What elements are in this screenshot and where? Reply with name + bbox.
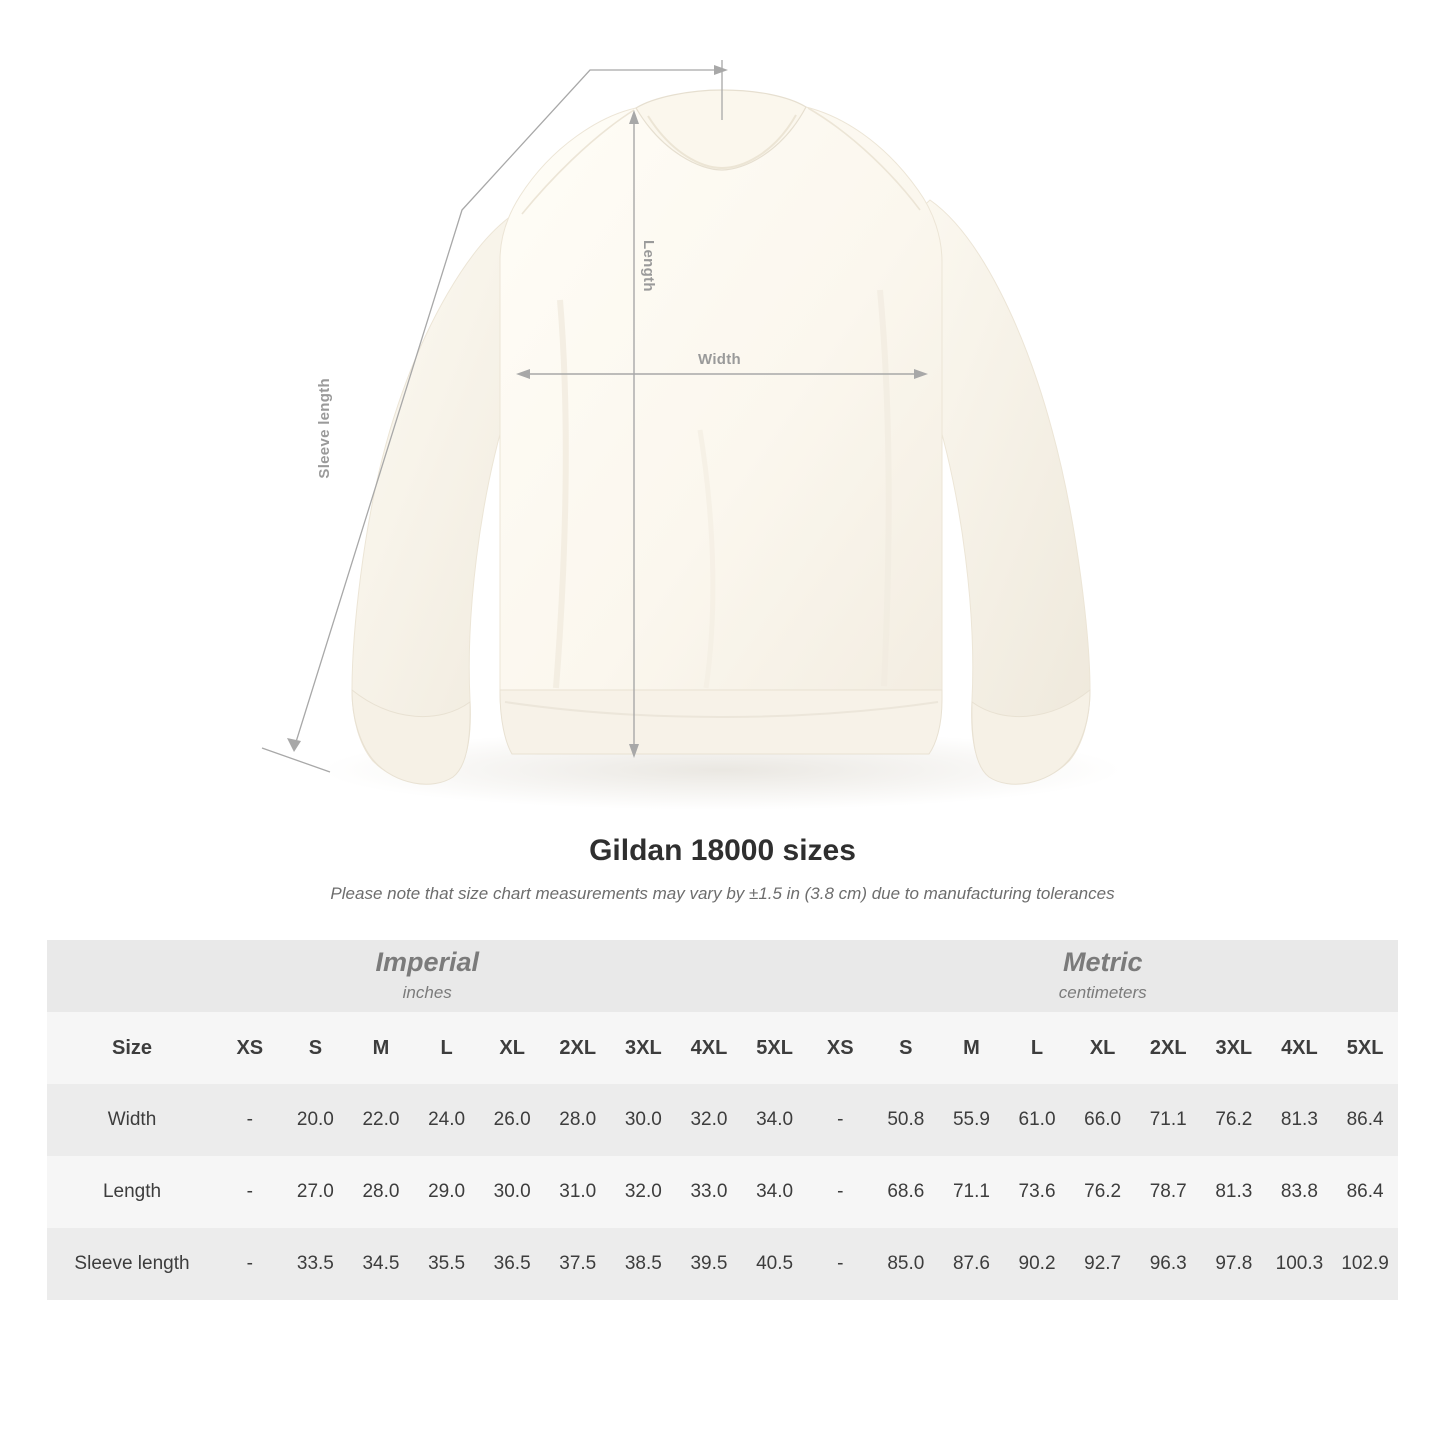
cell-width-met-l: 61.0 [1004,1084,1070,1156]
cell-sleeve-imp-4xl: 39.5 [676,1228,742,1300]
cell-length-imp-5xl: 34.0 [742,1156,808,1228]
cell-sleeve-met-xs: - [807,1228,873,1300]
unit-imperial-sub: inches [402,983,452,1003]
cell-length-met-s: 68.6 [873,1156,939,1228]
cell-width-met-3xl: 76.2 [1201,1084,1267,1156]
cell-sleeve-met-4xl: 100.3 [1267,1228,1333,1300]
cell-width-met-xs: - [807,1084,873,1156]
cell-width-imp-s: 20.0 [283,1084,349,1156]
cell-width-met-5xl: 86.4 [1332,1084,1398,1156]
size-imperial-4xl: 4XL [676,1012,742,1084]
cell-sleeve-met-l: 90.2 [1004,1228,1070,1300]
cell-length-met-xl: 76.2 [1070,1156,1136,1228]
size-table-wrapper [47,940,1398,1300]
cell-width-imp-m: 22.0 [348,1084,414,1156]
cell-width-met-xl: 66.0 [1070,1084,1136,1156]
cell-width-imp-xs: - [217,1084,283,1156]
cell-sleeve-imp-xl: 36.5 [479,1228,545,1300]
cell-sleeve-imp-m: 34.5 [348,1228,414,1300]
cell-width-imp-4xl: 32.0 [676,1084,742,1156]
size-imperial-l: L [414,1012,480,1084]
cell-sleeve-imp-l: 35.5 [414,1228,480,1300]
cell-sleeve-met-xl: 92.7 [1070,1228,1136,1300]
cell-sleeve-met-m: 87.6 [939,1228,1005,1300]
unit-imperial-name: Imperial [375,946,479,977]
size-metric-3xl: 3XL [1201,1012,1267,1084]
length-dimension-label: Length [640,240,657,292]
size-imperial-xs: XS [217,1012,283,1084]
unit-metric-sub: centimeters [1058,983,1147,1003]
cell-length-met-4xl: 83.8 [1267,1156,1333,1228]
row-label-length: Length [47,1156,217,1228]
cell-sleeve-imp-5xl: 40.5 [742,1228,808,1300]
size-metric-m: M [939,1012,1005,1084]
cell-sleeve-imp-3xl: 38.5 [611,1228,677,1300]
cell-width-met-4xl: 81.3 [1267,1084,1333,1156]
cell-width-met-m: 55.9 [939,1084,1005,1156]
size-imperial-3xl: 3XL [611,1012,677,1084]
unit-header-row [47,940,1398,1012]
size-header-row [47,1012,1398,1084]
cell-length-met-l: 73.6 [1004,1156,1070,1228]
size-imperial-2xl: 2XL [545,1012,611,1084]
cell-length-imp-4xl: 33.0 [676,1156,742,1228]
cell-length-met-5xl: 86.4 [1332,1156,1398,1228]
size-imperial-xl: XL [479,1012,545,1084]
cell-sleeve-imp-2xl: 37.5 [545,1228,611,1300]
unit-metric-name: Metric [1062,946,1143,977]
cell-length-imp-m: 28.0 [348,1156,414,1228]
row-label-width: Width [47,1084,217,1156]
size-imperial-m: M [348,1012,414,1084]
cell-sleeve-met-2xl: 96.3 [1135,1228,1201,1300]
cell-width-imp-5xl: 34.0 [742,1084,808,1156]
header-size-label: Size [47,1012,217,1084]
cell-width-imp-xl: 26.0 [479,1084,545,1156]
cell-length-met-3xl: 81.3 [1201,1156,1267,1228]
cell-length-imp-s: 27.0 [283,1156,349,1228]
cell-length-imp-3xl: 32.0 [611,1156,677,1228]
cell-length-met-xs: - [807,1156,873,1228]
table-row [47,1156,1398,1228]
cell-length-imp-l: 29.0 [414,1156,480,1228]
cell-sleeve-met-3xl: 97.8 [1201,1228,1267,1300]
width-dimension-label: Width [698,351,742,368]
size-metric-l: L [1004,1012,1070,1084]
cell-sleeve-imp-xs: - [217,1228,283,1300]
table-row [47,1084,1398,1156]
cell-sleeve-met-s: 85.0 [873,1228,939,1300]
cell-width-imp-l: 24.0 [414,1084,480,1156]
cell-length-imp-2xl: 31.0 [545,1156,611,1228]
sleeve-length-dimension-label: Sleeve length [316,378,333,479]
cell-sleeve-met-5xl: 102.9 [1332,1228,1398,1300]
size-metric-xs: XS [807,1012,873,1084]
cell-width-imp-3xl: 30.0 [611,1084,677,1156]
size-metric-s: S [873,1012,939,1084]
unit-group-imperial [47,940,807,1012]
cell-sleeve-imp-s: 33.5 [283,1228,349,1300]
cell-length-imp-xs: - [217,1156,283,1228]
size-imperial-5xl: 5XL [742,1012,808,1084]
size-metric-xl: XL [1070,1012,1136,1084]
unit-group-metric [807,940,1398,1012]
cell-length-met-m: 71.1 [939,1156,1005,1228]
page-title: Gildan 18000 sizes [589,834,856,867]
size-metric-5xl: 5XL [1332,1012,1398,1084]
tolerance-note: Please note that size chart measurements may vary by ±1.5 in (3.8 cm) due to manufacturing tolerances [330,884,1115,903]
cell-length-imp-xl: 30.0 [479,1156,545,1228]
table-row [47,1228,1398,1300]
size-metric-4xl: 4XL [1267,1012,1333,1084]
row-label-sleeve-length: Sleeve length [47,1228,217,1300]
cell-length-met-2xl: 78.7 [1135,1156,1201,1228]
cell-width-imp-2xl: 28.0 [545,1084,611,1156]
title-block [0,834,1445,904]
cell-width-met-2xl: 71.1 [1135,1084,1201,1156]
cell-width-met-s: 50.8 [873,1084,939,1156]
size-chart-table [47,940,1398,1300]
size-metric-2xl: 2XL [1135,1012,1201,1084]
size-imperial-s: S [283,1012,349,1084]
